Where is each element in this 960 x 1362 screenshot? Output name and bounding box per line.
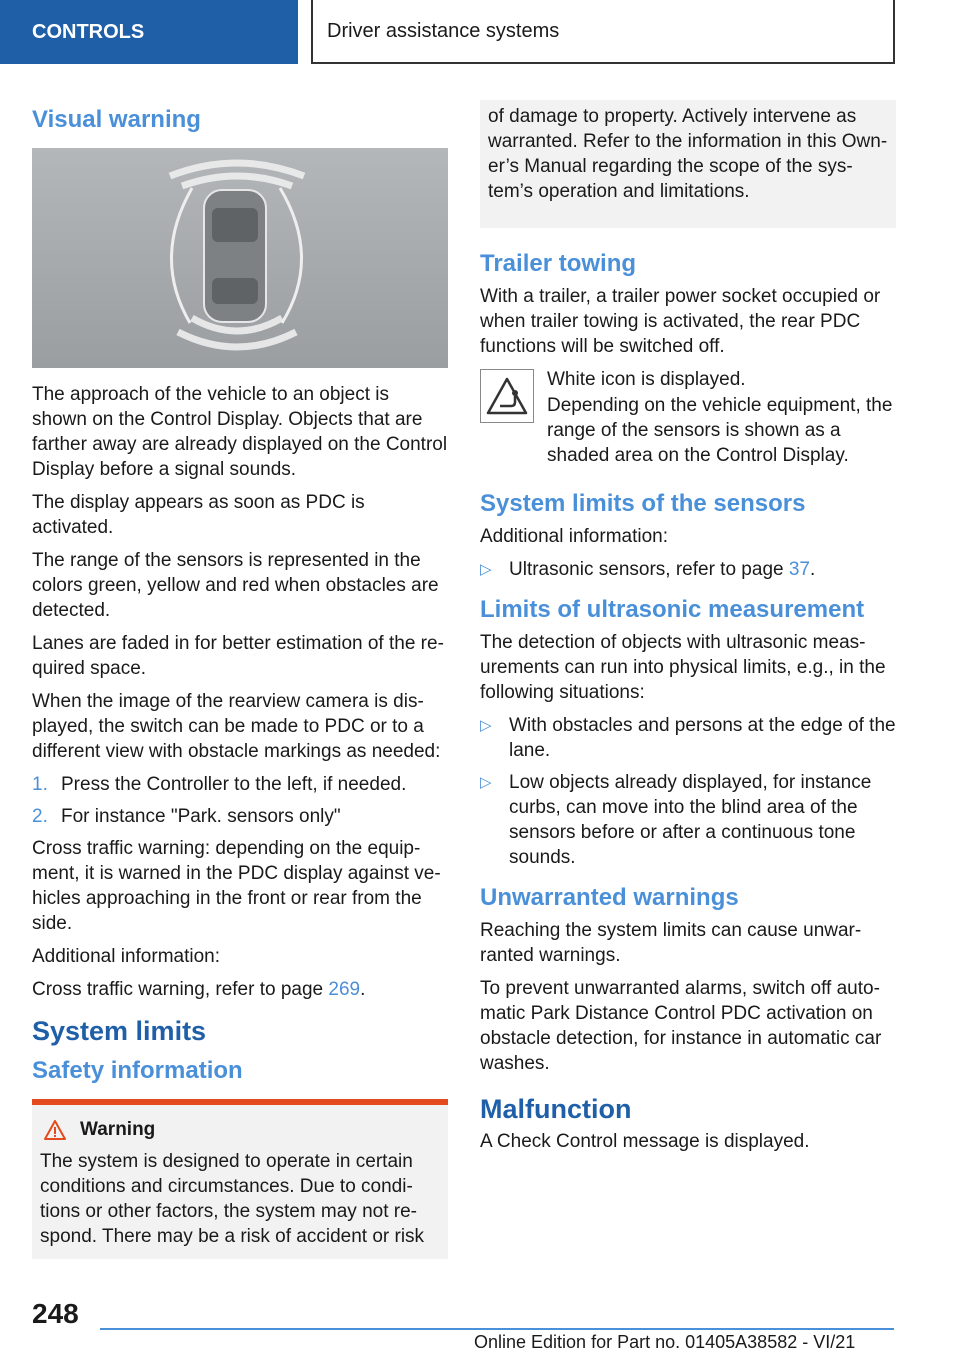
page-number: 248 <box>32 1298 79 1329</box>
paragraph: When the image of the rearview camera is dis‐played, the switch can be made to PDC or to a different view with obstacle markings as needed: <box>32 691 441 762</box>
pdc-display-illustration <box>32 148 448 368</box>
link-suffix: . <box>810 559 816 580</box>
edition-info: Online Edition for Part no. 01405A38582 - VI/21 <box>474 1332 856 1352</box>
list-item <box>480 770 896 870</box>
car-top-view-icon <box>32 148 448 368</box>
list-item <box>32 772 448 797</box>
trailer-towing-heading: Trailer towing <box>480 250 637 277</box>
paragraph: A Check Control message is displayed. <box>480 1131 810 1152</box>
list-item <box>480 557 896 582</box>
chapter-label: CONTROLS <box>32 20 145 43</box>
triangle-bullet-icon: ▷ <box>480 717 492 734</box>
link-prefix: Cross traffic warning, refer to page <box>32 979 329 1000</box>
paragraph: The detection of objects with ultrasonic meas‐urements can run into physical limits, e.g., in the following situations: <box>480 632 886 703</box>
system-limits-heading: System limits <box>32 1016 207 1046</box>
step-number: 1. <box>32 774 48 795</box>
paragraph: The approach of the vehicle to an object is shown on the Control Display. Objects that are farther away are already displayed on the Control Display before a signal sounds. <box>32 384 448 480</box>
warning-box <box>32 1099 448 1259</box>
warning-text: The system is designed to operate in certain conditions and circumstances. Due to condi‐tions or other factors, the system may not re‐spond. There may be a risk of accident or risk <box>40 1151 425 1247</box>
paragraph: Reaching the system limits can cause unwar‐ranted warnings. <box>480 920 862 966</box>
footer-divider <box>100 1328 894 1330</box>
right-column <box>480 100 896 1162</box>
link-prefix: Ultrasonic sensors, refer to page <box>509 559 789 580</box>
step-list <box>32 772 448 829</box>
page-link[interactable]: 269 <box>328 979 361 1000</box>
triangle-bullet-icon: ▷ <box>480 561 492 578</box>
step-text: Press the Controller to the left, if needed. <box>61 774 407 795</box>
paragraph: To prevent unwarranted alarms, switch off auto‐matic Park Distance Control PDC activation on obstacle detection, for instance in automatic car washes. <box>480 978 882 1074</box>
step-text: For instance "Park. sensors only" <box>61 806 341 827</box>
paragraph: The display appears as soon as PDC is activated. <box>32 492 365 538</box>
paragraph: The range of the sensors is represented in the colors green, yellow and red when obstacles are detected. <box>32 550 439 621</box>
bullet-list <box>480 557 896 582</box>
list-item <box>480 713 896 763</box>
visual-warning-heading: Visual warning <box>32 106 201 133</box>
list-item <box>32 804 448 829</box>
warning-label: Warning <box>80 1119 156 1140</box>
paragraph: Additional information: <box>480 526 668 547</box>
safety-information-heading: Safety information <box>32 1057 243 1084</box>
malfunction-heading: Malfunction <box>480 1094 632 1124</box>
bullet-list <box>480 713 896 870</box>
warning-triangle-icon <box>44 1120 66 1140</box>
paragraph: White icon is displayed. <box>547 369 746 390</box>
sensors-limits-heading: System limits of the sensors <box>480 490 806 517</box>
unwarranted-warnings-heading: Unwarranted warnings <box>480 884 739 911</box>
triangle-bullet-icon: ▷ <box>480 774 492 791</box>
section-title <box>311 0 895 64</box>
bullet-text: With obstacles and persons at the edge of the lane. <box>509 715 896 761</box>
paragraph <box>32 977 448 1002</box>
trailer-hitch-icon <box>485 376 529 416</box>
left-column <box>32 100 448 1259</box>
paragraph <box>480 393 896 468</box>
paragraph: Additional information: <box>32 946 220 967</box>
warning-box-continued <box>480 100 896 228</box>
bullet-text <box>509 557 815 582</box>
paragraph: With a trailer, a trailer power socket occupied or when trailer towing is activated, the rear PDC functions will be switched off. <box>480 286 881 357</box>
page-link[interactable]: 37 <box>788 559 810 580</box>
paragraph: Lanes are faded in for better estimation of the re‐quired space. <box>32 633 444 679</box>
chapter-tab <box>0 0 298 64</box>
ultrasonic-limits-heading: Limits of ultrasonic measurement <box>480 596 865 623</box>
icon-description-text: Depending on the vehicle equipment, the range of the sensors is shown as a shaded area on the Control Display. <box>547 395 893 466</box>
warning-text: of damage to property. Actively intervene as warranted. Refer to the information in this Own‐er’s Manual regarding the scope of the sys‐tem’s operation and limitations. <box>488 106 888 202</box>
step-number: 2. <box>32 806 48 827</box>
section-title-text: Driver assistance systems <box>327 19 560 42</box>
bullet-text: Low objects already displayed, for instance curbs, can move into the blind area of the sensors before or after a continuous tone sounds. <box>509 772 872 868</box>
paragraph: Cross traffic warning: depending on the equip‐ment, it is warned in the PDC display against ve‐hicles approaching in the front or rear from the side. <box>32 838 441 934</box>
trailer-warning-icon <box>480 369 534 423</box>
warning-header <box>40 1119 440 1141</box>
link-suffix: . <box>360 979 366 1000</box>
